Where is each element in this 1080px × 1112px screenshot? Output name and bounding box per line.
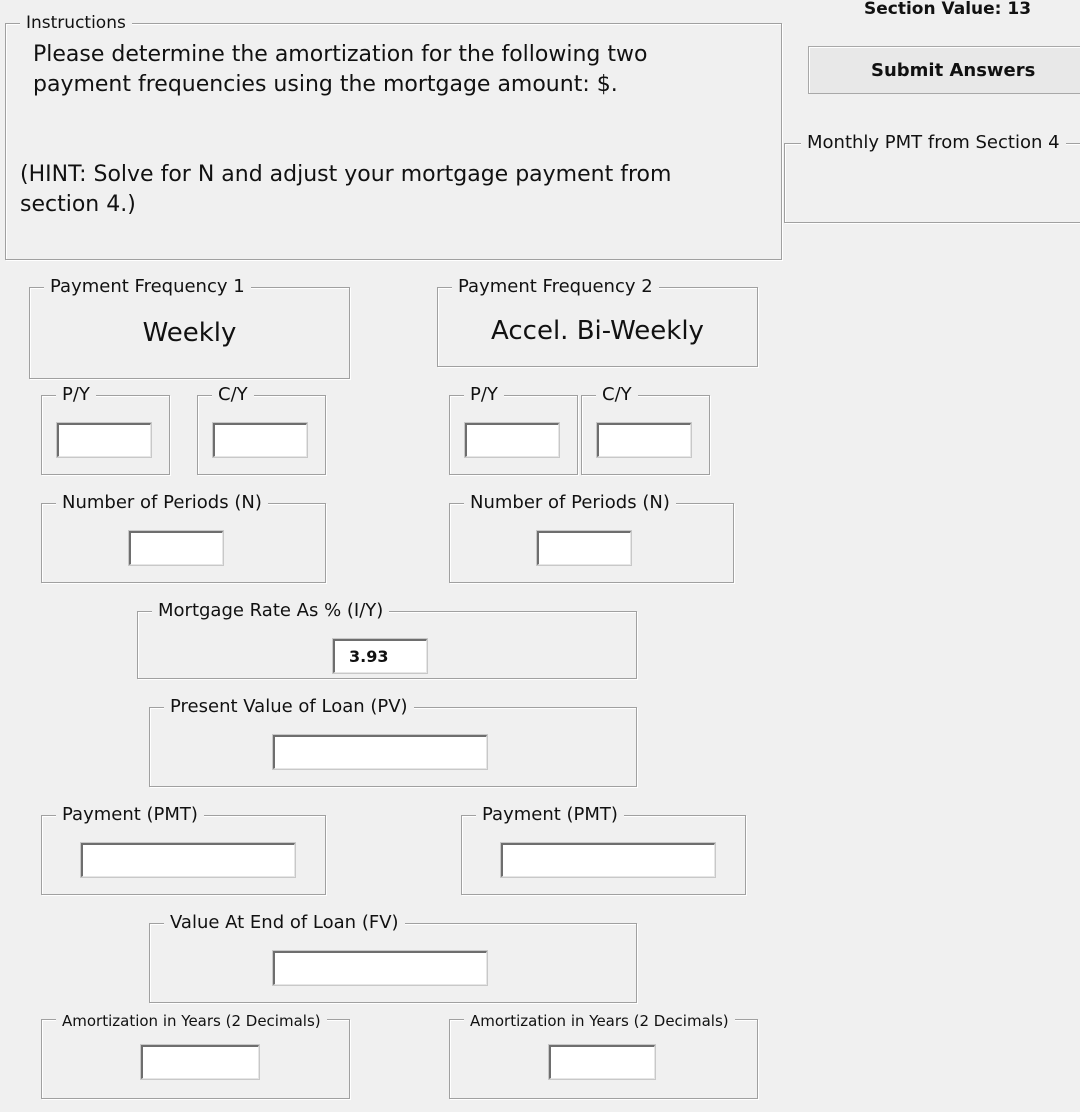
f2-amortization-input[interactable] xyxy=(549,1045,655,1079)
future-value-input[interactable] xyxy=(273,951,487,985)
f1-amortization-group xyxy=(41,1012,350,1099)
present-value-legend: Present Value of Loan (PV) xyxy=(164,696,414,718)
f2-cy-legend: C/Y xyxy=(596,384,638,406)
payment-frequency-2-legend: Payment Frequency 2 xyxy=(452,276,659,298)
f1-py-group xyxy=(41,384,170,475)
mortgage-rate-input[interactable] xyxy=(333,639,427,673)
f2-cy-group xyxy=(581,384,710,475)
f2-n-group xyxy=(449,492,734,583)
instructions-group xyxy=(5,13,782,260)
f1-cy-group xyxy=(197,384,326,475)
f1-n-input[interactable] xyxy=(129,531,223,565)
instructions-hint-line-2: section 4.) xyxy=(20,192,136,217)
f1-py-legend: P/Y xyxy=(56,384,96,406)
instructions-hint-line-1: (HINT: Solve for N and adjust your mortgage payment from xyxy=(20,162,672,187)
future-value-group xyxy=(149,912,637,1003)
f1-amortization-input[interactable] xyxy=(141,1045,259,1079)
f2-n-input[interactable] xyxy=(537,531,631,565)
present-value-group xyxy=(149,696,637,787)
f1-cy-legend: C/Y xyxy=(212,384,254,406)
f2-n-legend: Number of Periods (N) xyxy=(464,492,676,514)
instructions-legend: Instructions xyxy=(20,12,132,34)
f1-cy-input[interactable] xyxy=(213,423,307,457)
instructions-line-1: Please determine the amortization for the following two xyxy=(33,42,648,67)
future-value-legend: Value At End of Loan (FV) xyxy=(164,912,405,934)
payment-frequency-2-value: Accel. Bi-Weekly xyxy=(491,316,704,346)
f1-pmt-input[interactable] xyxy=(81,843,295,877)
f2-py-group xyxy=(449,384,578,475)
f1-pmt-legend: Payment (PMT) xyxy=(56,804,204,826)
payment-frequency-2-group xyxy=(437,276,758,367)
section-value: Section Value: 13 xyxy=(864,0,1032,19)
instructions-line-2: payment frequencies using the mortgage amount: $. xyxy=(33,72,618,97)
f2-py-input[interactable] xyxy=(465,423,559,457)
mortgage-rate-legend: Mortgage Rate As % (I/Y) xyxy=(152,600,389,622)
f1-amortization-legend: Amortization in Years (2 Decimals) xyxy=(56,1010,327,1032)
payment-frequency-1-legend: Payment Frequency 1 xyxy=(44,276,251,298)
f1-pmt-group xyxy=(41,804,326,895)
submit-answers-button[interactable]: Submit Answers xyxy=(808,46,1080,94)
f2-py-legend: P/Y xyxy=(464,384,504,406)
f2-pmt-input[interactable] xyxy=(501,843,715,877)
f2-pmt-group xyxy=(461,804,746,895)
monthly-pmt-group xyxy=(784,132,1080,223)
payment-frequency-1-group xyxy=(29,276,350,379)
f2-cy-input[interactable] xyxy=(597,423,691,457)
payment-frequency-1-value: Weekly xyxy=(142,318,237,348)
present-value-input[interactable] xyxy=(273,735,487,769)
f1-n-legend: Number of Periods (N) xyxy=(56,492,268,514)
mortgage-rate-group xyxy=(137,600,637,679)
f2-pmt-legend: Payment (PMT) xyxy=(476,804,624,826)
f2-amortization-legend: Amortization in Years (2 Decimals) xyxy=(464,1010,735,1032)
monthly-pmt-legend: Monthly PMT from Section 4 xyxy=(801,132,1066,154)
f2-amortization-group xyxy=(449,1012,758,1099)
f1-py-input[interactable] xyxy=(57,423,151,457)
f1-n-group xyxy=(41,492,326,583)
